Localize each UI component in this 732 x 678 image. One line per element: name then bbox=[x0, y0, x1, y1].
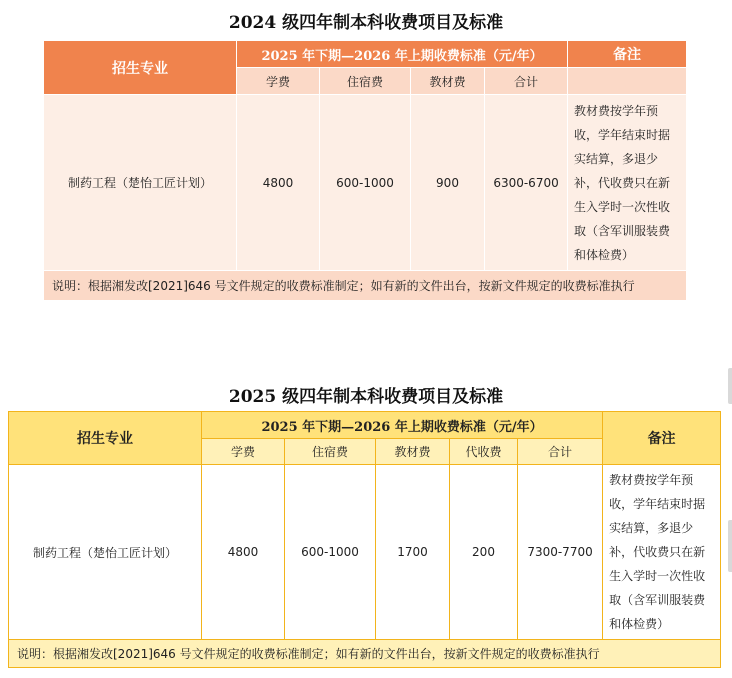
col-accommodation-header: 住宿费 bbox=[320, 68, 411, 95]
fee-table-2025 bbox=[8, 411, 721, 668]
scroll-edge-tab[interactable] bbox=[728, 520, 732, 572]
period-header: 2025 年下期—2026 年上期收费标准（元/年） bbox=[202, 412, 603, 439]
major-header: 招生专业 bbox=[9, 412, 202, 465]
major-cell: 制药工程（楚怡工匠计划） bbox=[44, 95, 237, 271]
accommodation-cell: 600-1000 bbox=[320, 95, 411, 271]
col-tuition-header: 学费 bbox=[202, 439, 285, 465]
remark-header: 备注 bbox=[568, 41, 687, 68]
col-textbook-header: 教材费 bbox=[411, 68, 485, 95]
remark-cell: 教材费按学年预收，学年结束时据实结算，多退少补，代收费只在新生入学时一次性收取（含军训服装费和体检费） bbox=[568, 95, 687, 271]
accommodation-cell: 600-1000 bbox=[285, 465, 376, 640]
scroll-edge-tab[interactable] bbox=[728, 368, 732, 404]
agency-fee-cell: 200 bbox=[450, 465, 518, 640]
col-textbook-header: 教材费 bbox=[376, 439, 450, 465]
total-cell: 7300-7700 bbox=[518, 465, 603, 640]
major-cell: 制药工程（楚怡工匠计划） bbox=[9, 465, 202, 640]
fee-title-2024: 2024 级四年制本科收费项目及标准 bbox=[228, 13, 504, 33]
table-row bbox=[9, 465, 721, 640]
fee-note: 说明：根据湘发改[2021]646 号文件规定的收费标准制定；如有新的文件出台，按新文件规定的收费标准执行 bbox=[44, 271, 687, 301]
col-agency-fee-header: 代收费 bbox=[450, 439, 518, 465]
tuition-cell: 4800 bbox=[237, 95, 320, 271]
col-tuition-header: 学费 bbox=[237, 68, 320, 95]
textbook-cell: 1700 bbox=[376, 465, 450, 640]
fee-title-2025: 2025 级四年制本科收费项目及标准 bbox=[228, 387, 504, 407]
fee-table-2024 bbox=[43, 40, 687, 301]
remark-header-blank bbox=[568, 68, 687, 95]
textbook-cell: 900 bbox=[411, 95, 485, 271]
table-row bbox=[44, 95, 687, 271]
remark-cell: 教材费按学年预收，学年结束时据实结算，多退少补，代收费只在新生入学时一次性收取（含军训服装费和体检费） bbox=[603, 465, 721, 640]
col-total-header: 合计 bbox=[485, 68, 568, 95]
fee-note: 说明：根据湘发改[2021]646 号文件规定的收费标准制定；如有新的文件出台，按新文件规定的收费标准执行 bbox=[9, 640, 721, 668]
total-cell: 6300-6700 bbox=[485, 95, 568, 271]
major-header: 招生专业 bbox=[44, 41, 237, 95]
tuition-cell: 4800 bbox=[202, 465, 285, 640]
remark-header: 备注 bbox=[603, 412, 721, 465]
col-accommodation-header: 住宿费 bbox=[285, 439, 376, 465]
period-header: 2025 年下期—2026 年上期收费标准（元/年） bbox=[237, 41, 568, 68]
col-total-header: 合计 bbox=[518, 439, 603, 465]
